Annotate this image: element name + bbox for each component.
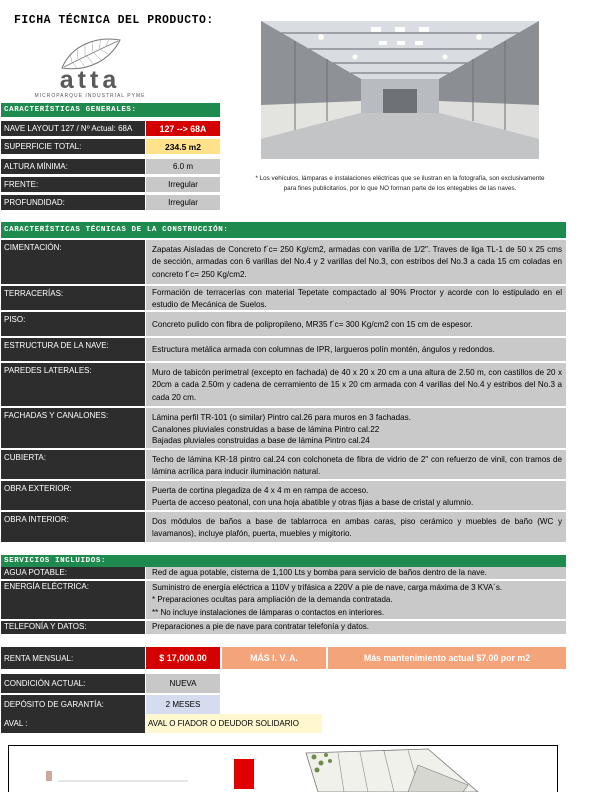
nave-layout-value: 127 --> 68A [146, 121, 220, 138]
general-section-header: CARACTERÍSTICAS GENERALES: [1, 103, 220, 117]
estructura-label: ESTRUCTURA DE LA NAVE: [1, 338, 145, 363]
fachadas-line-2: Canalones pluviales construidas a base de lámina Pintro cal.22 [152, 424, 380, 434]
guarantee-value: 2 MESES [146, 695, 220, 714]
depth-value: Irregular [146, 195, 220, 212]
energia-label: ENERGÍA ELÉCTRICA: [1, 581, 145, 621]
rent-label: RENTA MENSUAL: [1, 647, 145, 669]
energia-line-1: Suministro de energía eléctrica a 110V y trifásica a 220V a pie de nave, carga máxima de 3 KVA´s. [152, 583, 503, 592]
paredes-text: Muro de tabicón perimetral (excepto en fachada) de 40 x 20 x 20 cm a una altura de 2.50 m, con castillos de 20 x 20cm a cada 2.50m y cadena de cerramiento de 15 x 20 cm armada con 4 varillas del No.4 y estribos del No.3 a cada 20 cm. [146, 363, 566, 408]
document-title: FICHA TÉCNICA DEL PRODUCTO: [14, 14, 214, 27]
photo-disclaimer: * Los vehículos, lámparas e instalaciones eléctricas que se ilustran en la fotografía, son exclusivamente para fines publicitarios, por lo que NO forman parte de los entegables de las naves. [255, 175, 545, 192]
cimentacion-label: CIMENTACIÓN: [1, 240, 145, 286]
condition-label: CONDICIÓN ACTUAL: [1, 674, 145, 693]
cubierta-label: CUBIERTA: [1, 450, 145, 481]
depth-label: PROFUNDIDAD: [1, 195, 145, 212]
piso-label: PISO: [1, 312, 145, 338]
surface-label: SUPERFICIE TOTAL: [1, 139, 145, 156]
obra-interior-label: OBRA INTERIOR: [1, 512, 145, 542]
obra-interior-text: Dos módulos de baños a base de tablarroca en ambas caras, piso cerámico y muebles de baño (WC y lavamanos), incluye plafón, puerta, muebles y migitorio. [146, 512, 566, 542]
fachadas-text [146, 408, 566, 450]
estructura-text: Estructura metálica armada con columnas de IPR, largueros polín montén, ángulos y redondos. [146, 338, 566, 363]
rent-amount: $ 17,000.00 [146, 647, 220, 669]
telefonia-text: Preparaciones a pie de nave para contratar telefonía y datos. [146, 621, 566, 634]
rent-maintenance: Más mantenimiento actual $7.00 por m2 [328, 647, 566, 669]
fachadas-label: FACHADAS Y CANALONES: [1, 408, 145, 450]
aval-label: AVAL : [1, 714, 145, 733]
terracerias-text: Formación de terracerías con material Tepetate compactado al 90% Proctor y acorde con lo estipulado en el estudio de Mecánica de Suelos. [146, 286, 566, 312]
telefonia-label: TELEFONÍA Y DATOS: [1, 621, 145, 634]
obra-exterior-line-1: Puerta de cortina plegadiza de 4 x 4 m en rampa de acceso. [152, 486, 369, 495]
site-plan-image [8, 745, 558, 792]
guarantee-label: DEPÓSITO DE GARANTÍA: [1, 695, 145, 714]
logo-subtitle: MICROPARQUE INDUSTRIAL PYME [34, 93, 146, 99]
obra-exterior-line-2: Puerta de acceso peatonal, con una hoja abatible y otras fijas a base de cristal y alumnio. [152, 498, 474, 508]
warehouse-photo [261, 21, 539, 159]
obra-exterior-label: OBRA EXTERIOR: [1, 481, 145, 512]
height-value: 6.0 m [146, 159, 220, 176]
paredes-label: PAREDES LATERALES: [1, 363, 145, 408]
fachadas-line-3: Bajadas pluviales construidas a base de lámina Pintro cal.24 [152, 436, 370, 446]
construction-section-header: CARACTERÍSTICAS TÉCNICAS DE LA CONSTRUCCIÓN: [1, 222, 566, 238]
services-section-header: SERVICIOS INCLUIDOS: [1, 555, 566, 567]
fachadas-line-1: Lámina perfil TR-101 (o similar) Pintro cal.26 para muros en 3 fachadas. [152, 413, 411, 422]
nave-layout-label: NAVE LAYOUT 127 / Nº Actual: 68A [1, 121, 145, 138]
energia-text [146, 581, 566, 621]
logo-wordmark: atta [59, 66, 121, 94]
terracerias-label: TERRACERÍAS: [1, 286, 145, 312]
energia-line-3: ** No incluye instalaciones de lámparas o contactos en interiores. [152, 607, 385, 617]
cubierta-text: Techo de lámina KR-18 pintro cal.24 con colchoneta de fibra de vidrio de 2" con refuerzo de vinil, con tramos de lámina acrílica para inducir iluminación natural. [146, 450, 566, 481]
surface-value: 234.5 m2 [146, 139, 220, 156]
aval-value: AVAL O FIADOR O DEUDOR SOLIDARIO [146, 714, 322, 733]
front-value: Irregular [146, 177, 220, 194]
cimentacion-text: Zapatas Aisladas de Concreto f´c= 250 Kg/cm2, armadas con varilla de 1/2". Traves de liga TL-1 de 50 x 25 cms de sección, armadas con 6 varillas del No.4 y 2 varillas del No.3, con estribos del No.3 a cada 15 cm coladas en concreto f´c= 250 Kg/cm2. [146, 240, 566, 286]
agua-label: AGUA POTABLE: [1, 567, 145, 581]
agua-text: Red de agua potable, cisterna de 1,100 Lts y bomba para servicio de baños dentro de la nave. [146, 567, 566, 581]
piso-text: Concreto pulido con fibra de polipropileno, MR35 f´c= 300 Kg/cm2 con 15 cm de espesor. [146, 312, 566, 338]
obra-exterior-text [146, 481, 566, 512]
energia-line-2: * Preparaciones ocultas para ampliación de la demanda contratada. [152, 595, 393, 605]
condition-value: NUEVA [146, 674, 220, 693]
rent-iva: MÁS I. V. A. [222, 647, 326, 669]
height-label: ALTURA MÍNIMA: [1, 159, 145, 176]
front-label: FRENTE: [1, 177, 145, 194]
